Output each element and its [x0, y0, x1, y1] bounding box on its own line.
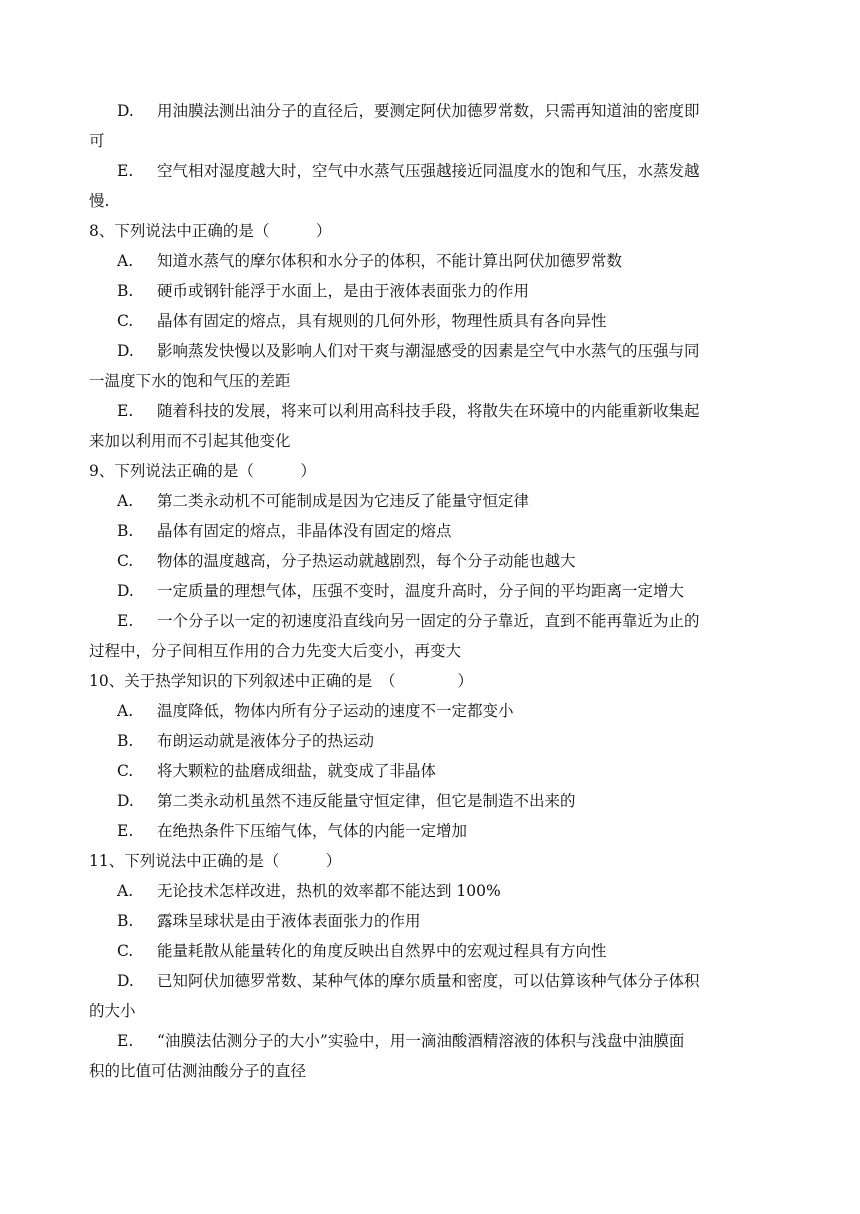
answer-option [89, 306, 769, 336]
option-text-continuation: 可 [89, 132, 105, 150]
option-text: 晶体有固定的熔点，具有规则的几何外形，物理性质具有各向异性 [157, 312, 607, 330]
answer-option [89, 576, 769, 606]
answer-option [89, 876, 769, 906]
answer-option [89, 156, 769, 186]
answer-option [89, 486, 769, 516]
answer-option [89, 1026, 769, 1056]
option-label: A. [117, 702, 134, 720]
answer-option [89, 96, 769, 126]
option-text: 已知阿伏加德罗常数、某种气体的摩尔质量和密度，可以估算该种气体分子体积 [157, 972, 700, 990]
answer-option [89, 906, 769, 936]
option-text-continuation: 积的比值可估测油酸分子的直径 [89, 1062, 307, 1080]
option-text: 第二类永动机虽然不违反能量守恒定律，但它是制造不出来的 [157, 792, 576, 810]
option-text-continuation: 过程中，分子间相互作用的合力先变大后变小，再变大 [89, 642, 462, 660]
option-text: 影响蒸发快慢以及影响人们对干爽与潮湿感受的因素是空气中水蒸气的压强与同 [157, 342, 700, 360]
answer-option [89, 336, 769, 366]
option-text: 一个分子以一定的初速度沿直线向另一固定的分子靠近，直到不能再靠近为止的 [157, 612, 700, 630]
option-label: E. [117, 402, 134, 420]
option-text: 温度降低，物体内所有分子运动的速度不一定都变小 [157, 702, 514, 720]
option-text: “油膜法估测分子的大小”实验中，用一滴油酸酒精溶液的体积与浅盘中油膜面 [157, 1032, 685, 1050]
option-label: E. [117, 612, 134, 630]
option-text: 物体的温度越高，分子热运动就越剧烈，每个分子动能也越大 [157, 552, 576, 570]
option-label: B. [117, 732, 134, 750]
option-text-continuation: 的大小 [89, 1002, 136, 1020]
option-text-continuation: 一温度下水的饱和气压的差距 [89, 372, 291, 390]
option-text: 晶体有固定的熔点，非晶体没有固定的熔点 [157, 522, 452, 540]
option-text: 在绝热条件下压缩气体，气体的内能一定增加 [157, 822, 468, 840]
option-label: D. [117, 582, 134, 600]
answer-option [89, 966, 769, 996]
option-text: 第二类永动机不可能制成是因为它违反了能量守恒定律 [157, 492, 530, 510]
option-label: D. [117, 972, 134, 990]
answer-option [89, 276, 769, 306]
option-text: 能量耗散从能量转化的角度反映出自然界中的宏观过程具有方向性 [157, 942, 607, 960]
answer-option [89, 786, 769, 816]
option-label: D. [117, 102, 134, 120]
option-text: 布朗运动就是液体分子的热运动 [157, 732, 375, 750]
option-label: A. [117, 252, 134, 270]
option-label: C. [117, 552, 134, 570]
answer-option [89, 246, 769, 276]
answer-option [89, 936, 769, 966]
answer-option [89, 816, 769, 846]
question-stem: 8、下列说法中正确的是（ ） [89, 222, 332, 240]
option-text: 一定质量的理想气体，压强不变时，温度升高时，分子间的平均距离一定增大 [157, 582, 685, 600]
question-list [89, 96, 769, 1086]
option-label: C. [117, 762, 134, 780]
option-label: E. [117, 822, 134, 840]
option-text-continuation: 来加以利用而不引起其他变化 [89, 432, 291, 450]
option-label: C. [117, 312, 134, 330]
answer-option [89, 606, 769, 636]
option-text: 无论技术怎样改进，热机的效率都不能达到 100% [157, 882, 501, 900]
option-text: 露珠呈球状是由于液体表面张力的作用 [157, 912, 421, 930]
option-label: C. [117, 942, 134, 960]
answer-option [89, 696, 769, 726]
option-text-continuation: 慢. [89, 192, 110, 210]
option-label: E. [117, 1032, 134, 1050]
option-text: 用油膜法测出油分子的直径后，要测定阿伏加德罗常数，只需再知道油的密度即 [157, 102, 700, 120]
answer-option [89, 396, 769, 426]
option-text: 空气相对湿度越大时，空气中水蒸气压强越接近同温度水的饱和气压，水蒸发越 [157, 162, 700, 180]
option-text: 随着科技的发展，将来可以利用高科技手段，将散失在环境中的内能重新收集起 [157, 402, 700, 420]
option-label: A. [117, 882, 134, 900]
question-stem: 10、关于热学知识的下列叙述中正确的是 （ ） [89, 672, 473, 690]
option-label: B. [117, 912, 134, 930]
option-label: E. [117, 162, 134, 180]
answer-option [89, 756, 769, 786]
option-label: B. [117, 522, 134, 540]
option-text: 知道水蒸气的摩尔体积和水分子的体积，不能计算出阿伏加德罗常数 [157, 252, 623, 270]
option-label: D. [117, 342, 134, 360]
option-label: B. [117, 282, 134, 300]
question-stem: 11、下列说法中正确的是（ ） [89, 852, 342, 870]
question-stem: 9、下列说法正确的是（ ） [89, 462, 316, 480]
option-label: A. [117, 492, 134, 510]
option-label: D. [117, 792, 134, 810]
option-text: 硬币或钢针能浮于水面上，是由于液体表面张力的作用 [157, 282, 530, 300]
option-text: 将大颗粒的盐磨成细盐，就变成了非晶体 [157, 762, 437, 780]
answer-option [89, 546, 769, 576]
answer-option [89, 516, 769, 546]
answer-option [89, 726, 769, 756]
